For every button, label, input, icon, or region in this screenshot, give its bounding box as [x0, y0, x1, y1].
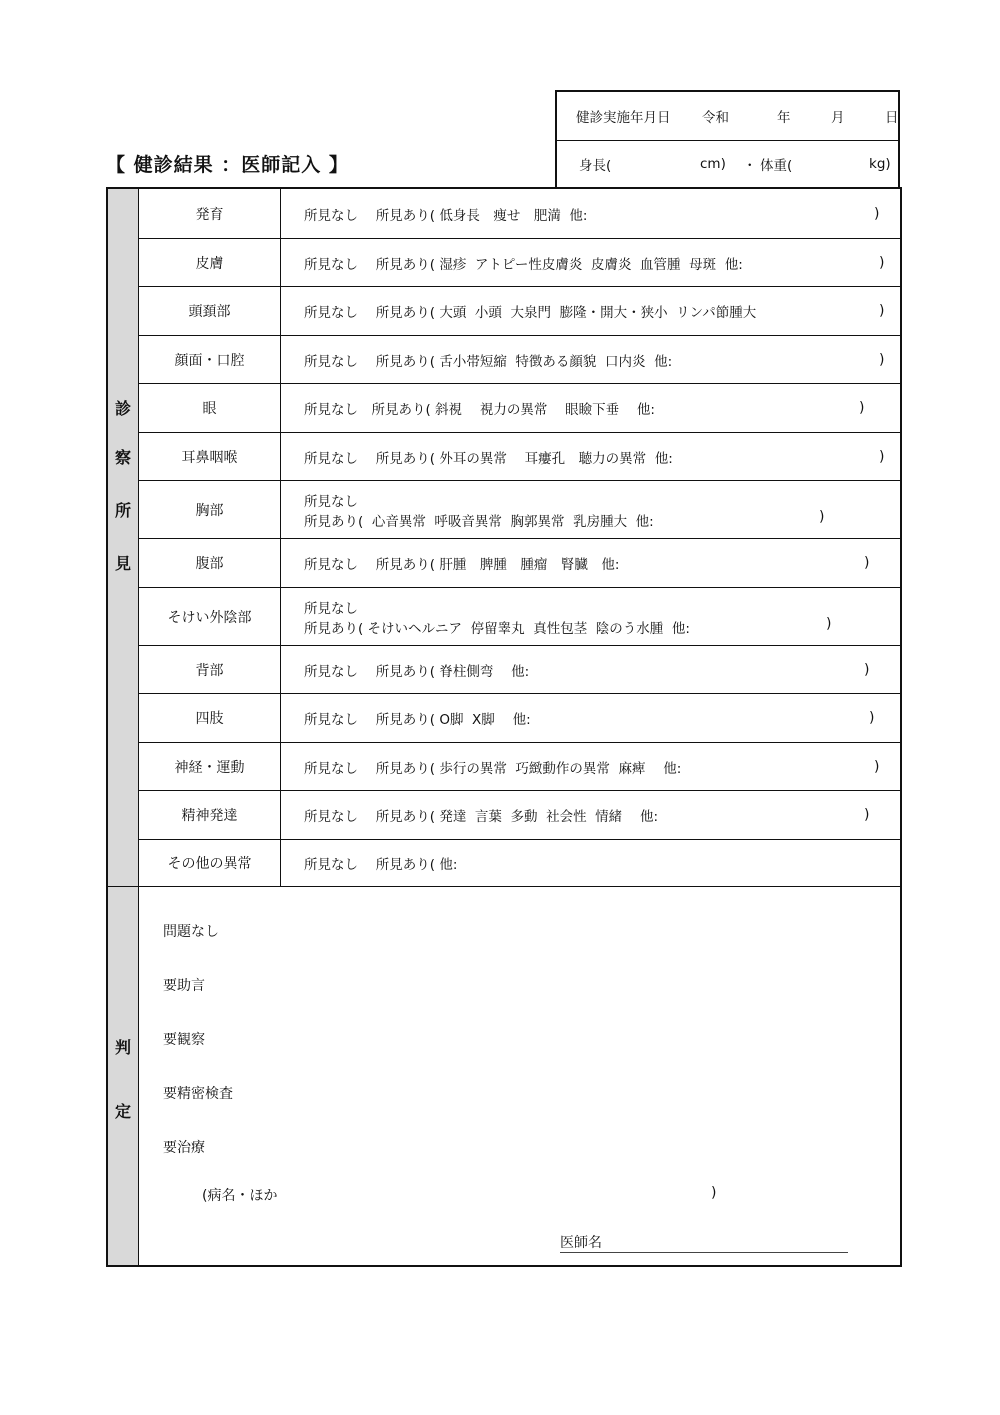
judgment-option[interactable]: 要助言	[163, 978, 205, 994]
options-line[interactable]: 所見なし 所見あり( O脚 X脚 他:	[304, 712, 531, 728]
exam-row-label: 顔面・口腔	[139, 336, 281, 383]
close-paren: )	[879, 254, 885, 271]
exam-date-label: 健診実施年月日	[576, 110, 671, 126]
judgment-option[interactable]: 要治療	[163, 1140, 205, 1156]
exam-date-row[interactable]	[557, 92, 898, 141]
options-line[interactable]: 所見なし 所見あり( 低身長 痩せ 肥満 他:	[304, 207, 588, 224]
exam-row-label: 背部	[139, 646, 281, 693]
section-char: 判	[114, 1038, 131, 1057]
month-unit: 月	[831, 110, 845, 126]
exam-row-options[interactable]	[304, 743, 900, 790]
section-char: 見	[114, 554, 131, 573]
exam-row-label: 発育	[139, 189, 281, 238]
exam-row	[139, 840, 900, 886]
exam-info-box	[555, 90, 900, 187]
judgment-option[interactable]: 要精密検査	[163, 1086, 233, 1102]
section-char: 診	[114, 399, 131, 418]
exam-row	[139, 239, 900, 287]
close-paren: )	[819, 509, 825, 525]
close-paren: )	[869, 710, 875, 726]
exam-row	[139, 384, 900, 433]
doctor-name-field[interactable]	[560, 1232, 848, 1253]
options-line[interactable]: 所見なし 所見あり( 歩行の異常 巧緻動作の異常 麻痺 他:	[304, 760, 682, 777]
weight-unit: kg)	[869, 156, 891, 172]
exam-row	[139, 539, 900, 588]
exam-row-options[interactable]	[304, 336, 900, 383]
exam-row-options[interactable]	[304, 539, 900, 587]
options-line[interactable]: 所見あり( 心音異常 呼吸音異常 胸郭異常 乳房腫大 他:	[304, 513, 654, 530]
era-label: 令和	[702, 110, 729, 126]
doctor-name-label: 医師名	[560, 1235, 602, 1251]
height-weight-row[interactable]	[557, 141, 898, 187]
judgment-section	[139, 886, 900, 1265]
day-unit: 日	[885, 110, 899, 126]
exam-row-label: 胸部	[139, 481, 281, 538]
exam-row	[139, 743, 900, 791]
judgment-option[interactable]: 問題なし	[163, 924, 219, 940]
close-paren: )	[879, 448, 885, 465]
exam-row	[139, 481, 900, 539]
options-line[interactable]: 所見なし 所見あり( 脊柱側弯 他:	[304, 663, 530, 680]
options-line[interactable]: 所見なし 所見あり( 外耳の異常 耳瘻孔 聴力の異常 他:	[304, 450, 673, 467]
close-paren: )	[879, 303, 885, 319]
height-unit: cm)	[700, 156, 726, 172]
options-line[interactable]: 所見なし 所見あり( 舌小帯短縮 特徴ある顔貌 口内炎 他:	[304, 353, 673, 370]
weight-label: 体重(	[760, 158, 793, 174]
exam-row-options[interactable]	[304, 481, 900, 538]
exam-row-options[interactable]	[304, 646, 900, 693]
disease-name-field-close: )	[711, 1185, 717, 1201]
section-char: 所	[114, 501, 131, 520]
exam-row-options[interactable]	[304, 287, 900, 335]
height-label: 身長(	[579, 158, 612, 174]
exam-row-options[interactable]	[304, 239, 900, 286]
exam-row-label: 四肢	[139, 694, 281, 742]
options-line[interactable]: 所見なし 所見あり( 斜視 視力の異常 眼瞼下垂 他:	[304, 402, 655, 418]
exam-row-options[interactable]	[304, 588, 900, 645]
exam-row-options[interactable]	[304, 840, 900, 886]
options-line[interactable]: 所見なし	[304, 600, 358, 617]
judgment-option[interactable]: 要観察	[163, 1032, 205, 1048]
exam-row	[139, 433, 900, 481]
exam-row-label: 神経・運動	[139, 743, 281, 790]
exam-row-label: 腹部	[139, 539, 281, 587]
exam-row-label: 耳鼻咽喉	[139, 433, 281, 480]
separator: ・	[743, 158, 757, 174]
close-paren: )	[864, 807, 870, 823]
exam-row-options[interactable]	[304, 694, 900, 742]
options-line[interactable]: 所見なし 所見あり( 他:	[304, 857, 458, 873]
close-paren: )	[879, 351, 885, 368]
exam-row-options[interactable]	[304, 384, 900, 432]
exam-row	[139, 646, 900, 694]
exam-row-options[interactable]	[304, 791, 900, 839]
options-line[interactable]: 所見なし 所見あり( 大頭 小頭 大泉門 膨隆・開大・狭小 リンパ節腫大	[304, 305, 757, 321]
exam-row	[139, 694, 900, 743]
exam-row-label: 精神発達	[139, 791, 281, 839]
close-paren: )	[874, 205, 880, 222]
year-unit: 年	[777, 110, 791, 126]
close-paren: )	[864, 555, 870, 571]
options-line[interactable]: 所見なし 所見あり( 湿疹 アトピー性皮膚炎 皮膚炎 血管腫 母斑 他:	[304, 256, 743, 273]
close-paren: )	[826, 616, 832, 632]
close-paren: )	[864, 661, 870, 678]
exam-row	[139, 791, 900, 840]
exam-row-label: そけい外陰部	[139, 588, 281, 645]
section-char: 定	[114, 1102, 131, 1121]
options-line[interactable]: 所見なし	[304, 493, 358, 510]
options-line[interactable]: 所見なし 所見あり( 肝腫 脾腫 腫瘤 腎臓 他:	[304, 557, 620, 573]
exam-row-options[interactable]	[304, 189, 900, 238]
options-line[interactable]: 所見あり( そけいヘルニア 停留睾丸 真性包茎 陰のう水腫 他:	[304, 620, 690, 637]
exam-row	[139, 588, 900, 646]
disease-name-field-open[interactable]: (病名・ほか	[202, 1188, 278, 1204]
section-char: 察	[114, 448, 131, 467]
close-paren: )	[874, 758, 880, 775]
exam-row-label: 皮膚	[139, 239, 281, 286]
options-line[interactable]: 所見なし 所見あり( 発達 言葉 多動 社会性 情緒 他:	[304, 809, 659, 825]
exam-row	[139, 189, 900, 239]
exam-results-table	[106, 187, 902, 1267]
exam-row-label: 頭頚部	[139, 287, 281, 335]
exam-row-label: 眼	[139, 384, 281, 432]
close-paren: )	[859, 400, 865, 416]
exam-row	[139, 336, 900, 384]
exam-row-options[interactable]	[304, 433, 900, 480]
exam-row-label: その他の異常	[139, 840, 281, 886]
page-title: 【 健診結果 ：医師記入 】	[106, 154, 349, 176]
exam-row	[139, 287, 900, 336]
